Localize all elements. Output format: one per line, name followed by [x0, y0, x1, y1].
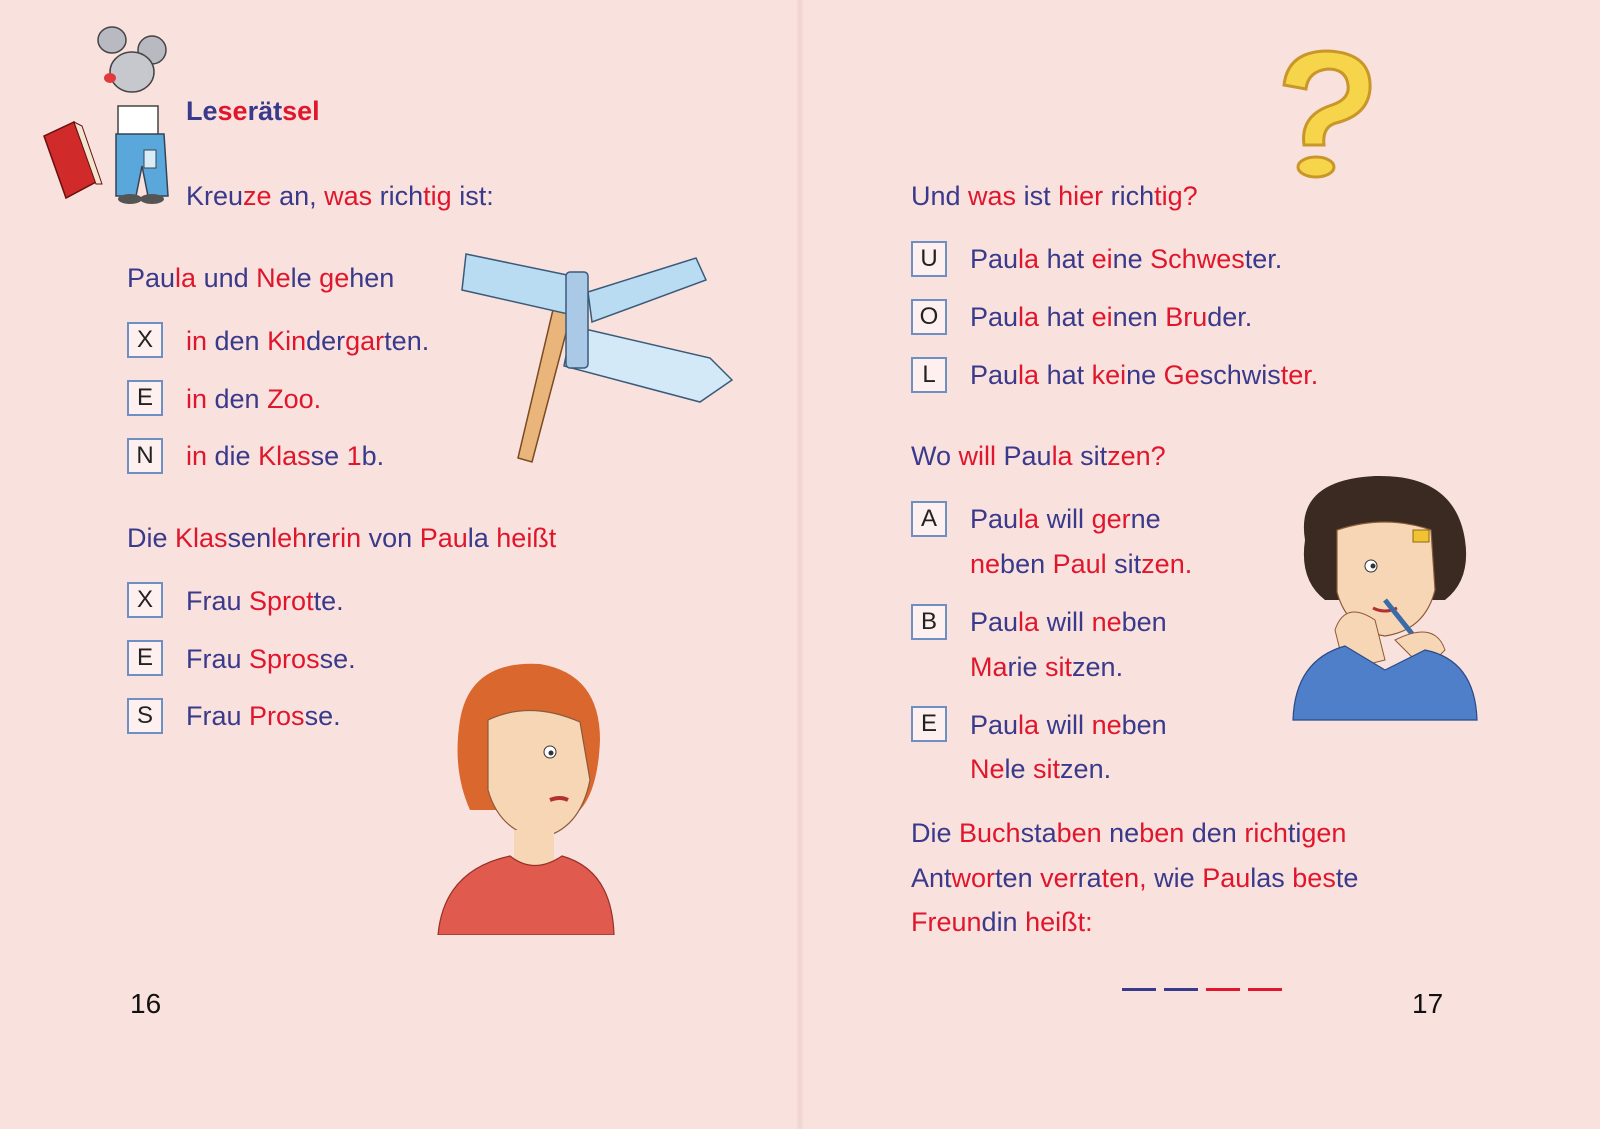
checkbox-q4-b[interactable]: B — [911, 604, 947, 640]
conclusion-line-3: Freundin heißt: — [911, 907, 1093, 937]
checkbox-q4-a[interactable]: A — [911, 501, 947, 537]
mouse-with-book-illustration — [40, 26, 175, 206]
answer-blank[interactable] — [1248, 988, 1282, 991]
option-q1-kindergarten: in den Kindergarten. — [186, 326, 430, 356]
question-4-prompt: Wo will Paula sitzen? — [911, 441, 1166, 471]
answer-blank[interactable] — [1206, 988, 1240, 991]
checkbox-q3-o[interactable]: O — [911, 299, 947, 335]
option-q4-marie-line2: Marie sitzen. — [970, 652, 1124, 682]
option-q1-klasse: in die Klasse 1b. — [186, 441, 385, 471]
page-number-left: 16 — [130, 988, 162, 1019]
conclusion-line-1: Die Buchstaben neben den richtigen — [911, 818, 1347, 848]
option-q4-nele-line2: Nele sitzen. — [970, 754, 1112, 784]
option-q2-prosse: Frau Prosse. — [186, 701, 341, 731]
conclusion-line-2: Antworten verraten, wie Paulas beste — [911, 863, 1359, 893]
option-q4-paul-line2: neben Paul sitzen. — [970, 549, 1193, 579]
question-2-prompt: Die Klassenlehrerin von Paula heißt — [127, 523, 557, 553]
option-q3-schwester: Paula hat eine Schwester. — [970, 244, 1283, 274]
question-3-prompt: Und was ist hier richtig? — [911, 181, 1198, 211]
option-q1-zoo: in den Zoo. — [186, 384, 322, 414]
option-q2-sprotte: Frau Sprotte. — [186, 586, 344, 616]
checkbox-q2-x[interactable]: X — [127, 582, 163, 618]
checkbox-q2-s[interactable]: S — [127, 698, 163, 734]
signpost-illustration — [460, 240, 750, 470]
question-mark-illustration — [1270, 45, 1380, 185]
question-1-prompt: Paula und Nele gehen — [127, 263, 395, 293]
instruction-text: Kreuze an, was richtig ist: — [186, 181, 494, 211]
option-q2-sprosse: Frau Sprosse. — [186, 644, 356, 674]
option-q4-nele-line1: Paula will neben — [970, 710, 1167, 740]
answer-blank[interactable] — [1164, 988, 1198, 991]
checkbox-q4-e[interactable]: E — [911, 706, 947, 742]
option-q4-marie-line1: Paula will neben — [970, 607, 1167, 637]
option-q3-geschwister: Paula hat keine Geschwister. — [970, 360, 1319, 390]
checkbox-q2-e[interactable]: E — [127, 640, 163, 676]
heading-leseraetsel: Leserätsel — [186, 96, 320, 126]
option-q4-paul-line1: Paula will gerne — [970, 504, 1161, 534]
right-page — [800, 0, 1600, 1129]
paula-thinking-illustration — [1285, 470, 1485, 740]
option-q3-bruder: Paula hat einen Bruder. — [970, 302, 1253, 332]
checkbox-q3-l[interactable]: L — [911, 357, 947, 393]
checkbox-q1-n[interactable]: N — [127, 438, 163, 474]
checkbox-q1-e[interactable]: E — [127, 380, 163, 416]
teacher-illustration — [430, 660, 620, 935]
answer-blank[interactable] — [1122, 988, 1156, 991]
page-number-right: 17 — [1412, 988, 1444, 1019]
checkbox-q1-x[interactable]: X — [127, 322, 163, 358]
checkbox-q3-u[interactable]: U — [911, 241, 947, 277]
